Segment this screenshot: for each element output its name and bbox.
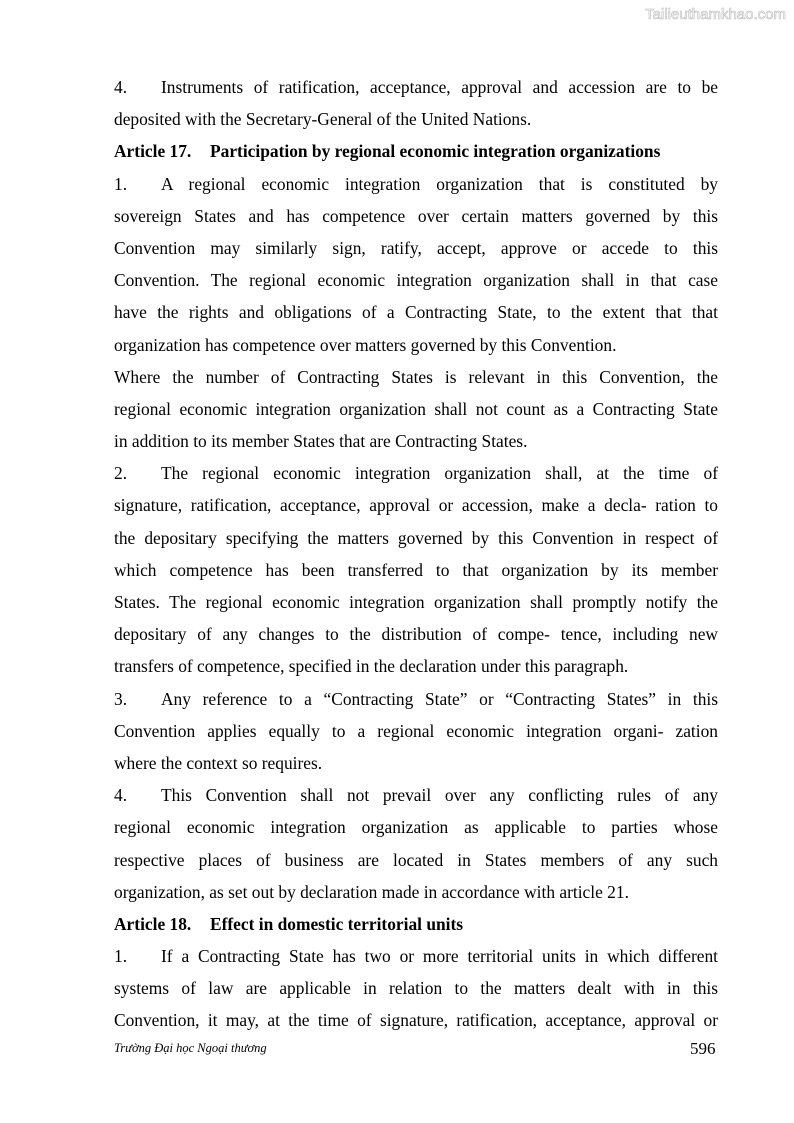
article-17-heading [114, 135, 718, 167]
paragraph-line: organization, as set out by declaration made in accordance with article 21. [114, 881, 629, 902]
paragraph-number: 1. [114, 173, 128, 194]
line-text: If a Contracting State has two or more territorial units in which different [161, 946, 718, 967]
line-text: This Convention shall not prevail over any conflicting rules of any [161, 785, 718, 806]
paragraph-line: Convention applies equally to a regional economic integration organi- zation [114, 720, 718, 741]
paragraph-line: the depositary specifying the matters governed by this Convention in respect of [114, 527, 718, 548]
article-number: Article 18. [114, 913, 192, 934]
paragraph-line: where the context so requires. [114, 752, 323, 773]
paragraph-line: systems of law are applicable in relation to the matters dealt with in this [114, 978, 718, 999]
page-number: 596 [690, 1039, 716, 1058]
paragraph-line: respective places of business are located in States members of any such [114, 849, 718, 870]
paragraph-line [114, 168, 718, 200]
paragraph-number: 1. [114, 946, 128, 967]
document-body [114, 71, 718, 1037]
paragraph-line: States. The regional economic integration organization shall promptly notify the [114, 592, 718, 612]
watermark-text: Tailieuthamkhao.com [645, 6, 786, 23]
line-text: Any reference to a “Contracting State” or “Contracting States” in this [161, 688, 718, 709]
paragraph-number: 4. [114, 77, 128, 97]
paragraph-line [114, 71, 718, 103]
paragraph-line: signature, ratification, acceptance, approval or accession, make a decla- ration to [114, 495, 718, 516]
paragraph-number: 2. [114, 463, 128, 484]
paragraph-line: Convention may similarly sign, ratify, accept, approve or accede to this [114, 237, 718, 258]
line-text: The regional economic integration organization shall, at the time of [161, 463, 718, 484]
paragraph-line: depositary of any changes to the distribution of compe- tence, including new [114, 624, 718, 645]
paragraph-line [114, 940, 718, 972]
paragraph-number: 4. [114, 785, 128, 806]
paragraph-line: organization has competence over matters governed by this Convention. [114, 334, 617, 355]
paragraph-line: regional economic integration organization as applicable to parties whose [114, 817, 718, 838]
paragraph-line: Convention, it may, at the time of signature, ratification, acceptance, approval or [114, 1010, 718, 1031]
paragraph-line [114, 457, 718, 489]
article-title: Participation by regional economic integration organizations [210, 141, 661, 162]
paragraph-line [114, 779, 718, 811]
paragraph-number: 3. [114, 688, 128, 709]
paragraph-line [114, 683, 718, 715]
paragraph-line: in addition to its member States that are Contracting States. [114, 431, 528, 452]
paragraph-line: Convention. The regional economic integration organization shall in that case [114, 270, 718, 291]
paragraph-line: have the rights and obligations of a Contracting State, to the extent that that [114, 302, 718, 323]
paragraph-line: which competence has been transferred to that organization by its member [114, 559, 718, 580]
article-title: Effect in domestic territorial units [210, 913, 464, 934]
paragraph-line: regional economic integration organization shall not count as a Contracting State [114, 398, 718, 419]
line-text: A regional economic integration organization that is constituted by [161, 173, 718, 194]
paragraph-line: deposited with the Secretary-General of the United Nations. [114, 109, 532, 130]
article-number: Article 17. [114, 141, 192, 162]
line-text: Instruments of ratification, acceptance, approval and accession are to be [161, 77, 718, 97]
article-18-heading [114, 908, 718, 940]
footer-school-name: Trường Đại học Ngoại thương [114, 1041, 267, 1055]
paragraph-line: transfers of competence, specified in the declaration under this paragraph. [114, 656, 629, 677]
paragraph-line: Where the number of Contracting States is relevant in this Convention, the [114, 366, 718, 387]
paragraph-line: sovereign States and has competence over certain matters governed by this [114, 205, 718, 226]
